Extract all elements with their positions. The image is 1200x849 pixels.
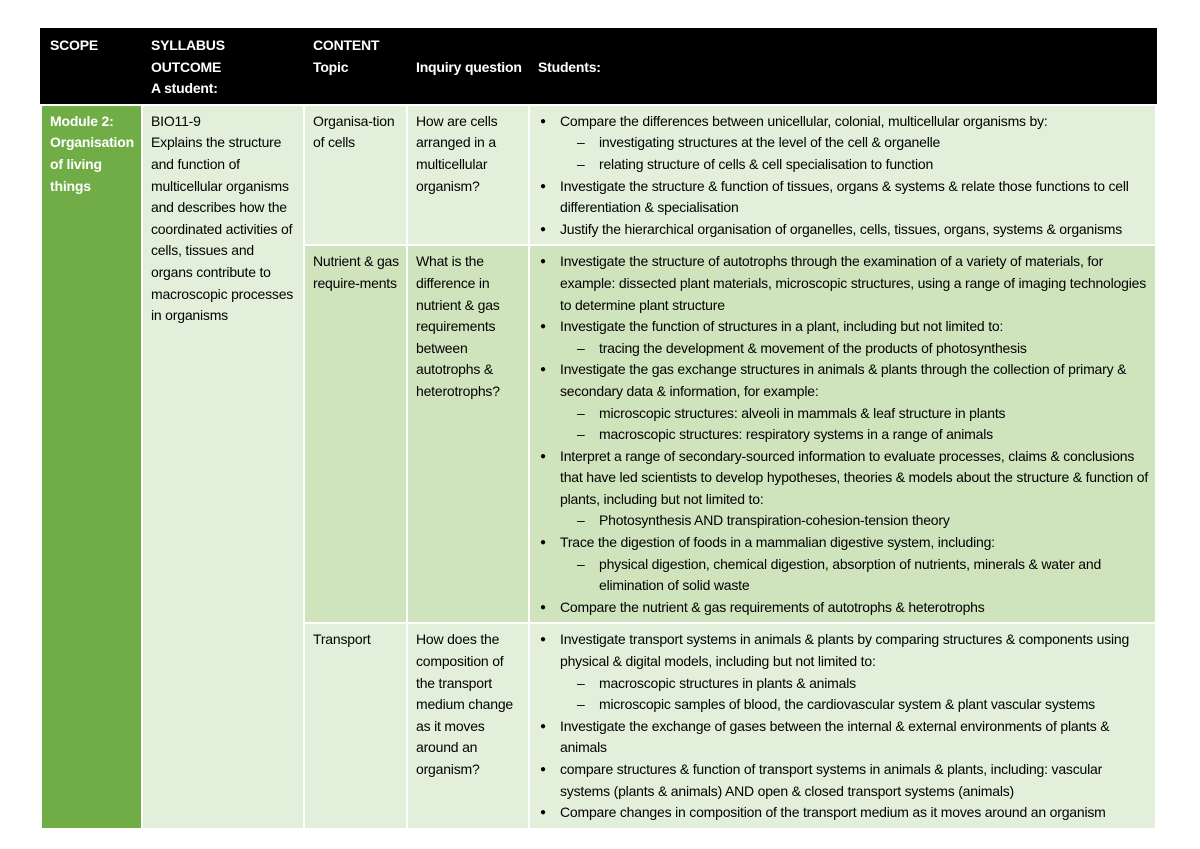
item-text: Investigate the gas exchange structures in animals & plants through the collection of primary & secondary data & information, for example: [560,361,1127,399]
topic-cell-organisation-of-cells: Organisa-tion of cells [304,105,407,246]
bullet-marker: ● [540,321,546,333]
bullet-item [538,219,1149,241]
item-text: Investigate the structure & function of tissues, organs & systems & relate those functions to cell differentiation & specialisation [560,177,1129,216]
inquiry-cell-transport: How does the composition of the transport medium change as it moves around an organism? [407,623,529,828]
header-syllabus-outcome-label: SYLLABUS OUTCOME [151,37,225,75]
students-cell-nutrient-gas [529,245,1156,623]
item-text: relating structure of cells & cell specialisation to function [599,155,934,172]
dash-item [538,694,1149,716]
item-text: microscopic samples of blood, the cardiovascular system & plant vascular systems [599,696,1095,713]
item-text: Interpret a range of secondary-sourced information to evaluate processes, claims & conclusions that have led scientists to develop hypotheses, theories & models about the structure & function of plants, including but not limited to: [560,447,1149,507]
header-topic-label: Topic [313,58,349,75]
item-text: investigating structures at the level of the cell & organelle [599,134,941,151]
item-text: physical digestion, chemical digestion, absorption of nutrients, minerals & water and elimination of solid waste [599,555,1102,594]
header-scope-label: SCOPE [50,37,99,53]
item-text: Investigate the function of structures in a plant, including but not limited to: [560,318,1004,335]
header-row [41,29,1156,105]
inquiry-cell-organisation-of-cells: How are cells arranged in a multicellular organism? [407,105,529,246]
bullet-item [538,111,1149,133]
dash-item [538,554,1149,597]
header-content [304,29,407,105]
dash-item [538,510,1149,532]
topic-cell-transport: Transport [304,623,407,828]
item-text: Compare changes in composition of the transport medium as it moves around an organism [560,804,1106,821]
bullet-item [538,802,1149,824]
scope-cell [41,105,142,829]
outcome-text: Explains the structure and function of multicellular organisms and describes how the coordinated activities of cells, tissues and organs contribute to macroscopic processes in organisms [151,134,294,324]
header-inquiry-question [407,29,529,105]
bullet-item [538,597,1149,619]
item-text: macroscopic structures in plants & animals [599,674,856,691]
item-text: Photosynthesis AND transpiration-cohesion-tension theory [599,512,950,529]
bullet-marker: ● [540,180,546,192]
dash-item [538,424,1149,446]
dash-item [538,132,1149,154]
header-students [529,29,1156,105]
bullet-item [538,759,1149,802]
dash-item [538,673,1149,695]
bullet-item [538,629,1149,672]
bullet-marker: ● [540,256,546,268]
header-a-student-label: A student: [151,80,218,97]
item-text: Investigate the structure of autotrophs through the examination of a variety of materials, for example: dissected plant materials, microscopic structures, using a range of imaging technologies to determine plant structure [560,253,1147,313]
bullet-marker: ● [540,115,546,127]
dash-marker: – [577,426,585,443]
dash-marker: – [577,155,585,172]
header-inquiry-question-label: Inquiry question [416,58,522,75]
bullet-marker: ● [540,450,546,462]
bullet-marker: ● [540,634,546,646]
item-text: tracing the development & movement of the products of photosynthesis [599,339,1027,356]
item-text: Trace the digestion of foods in a mammalian digestive system, including: [560,534,995,551]
bullet-marker: ● [540,720,546,732]
scope-title: Module 2: Organisation of living things [50,112,134,194]
bullet-item [538,316,1149,338]
item-text: Justify the hierarchical organisation of organelles, cells, tissues, organs, systems & organisms [560,220,1123,237]
bullet-marker: ● [540,807,546,819]
students-cell-transport [529,623,1156,828]
dash-item [538,403,1149,425]
header-content-label: CONTENT [313,37,380,53]
bullet-item [538,359,1149,402]
item-text: macroscopic structures: respiratory systems in a range of animals [599,426,993,443]
bullet-item [538,446,1149,511]
item-text: compare structures & function of transport systems in animals & plants, including: vascular systems (plants & animals) AND open & closed transport systems (animals) [560,761,1103,799]
item-text: Investigate transport systems in animals & plants by comparing structures & components using physical & digital models, including but not limited to: [560,631,1130,670]
dash-marker: – [577,555,585,572]
dash-marker: – [577,404,585,421]
outcome-code: BIO11-9 [151,112,201,129]
dash-marker: – [577,339,585,356]
dash-marker: – [577,134,585,151]
bullet-marker: ● [540,537,546,549]
bullet-marker: ● [540,764,546,775]
bullet-marker: ● [540,364,546,376]
dash-item [538,338,1149,360]
item-text: Compare the differences between unicellular, colonial, multicellular organisms by: [560,112,1048,129]
bullet-item [538,532,1149,554]
bullet-marker: ● [540,223,546,235]
dash-item [538,154,1149,176]
item-text: Compare the nutrient & gas requirements of autotrophs & heterotrophs [560,598,985,615]
syllabus-table [40,28,1157,830]
item-text: Investigate the exchange of gases between the internal & external environments of plants & animals [560,717,1110,756]
dash-marker: – [577,696,585,713]
bullet-marker: ● [540,601,546,613]
bullet-item [538,716,1149,759]
students-cell-organisation-of-cells [529,105,1156,246]
dash-marker: – [577,674,585,691]
inquiry-cell-nutrient-gas: What is the difference in nutrient & gas requirements between autotrophs & heterotrophs? [407,245,529,623]
syllabus-outcome-cell [142,105,304,829]
header-students-label: Students: [538,58,601,75]
topic-cell-nutrient-gas: Nutrient & gas require-ments [304,245,407,623]
bullet-item [538,176,1149,219]
row-organisation-of-cells [41,105,1156,246]
header-syllabus-outcome [142,29,304,105]
item-text: microscopic structures: alveoli in mammals & leaf structure in plants [599,404,1006,421]
header-scope [41,29,142,105]
dash-marker: – [577,512,585,529]
bullet-item [538,251,1149,316]
